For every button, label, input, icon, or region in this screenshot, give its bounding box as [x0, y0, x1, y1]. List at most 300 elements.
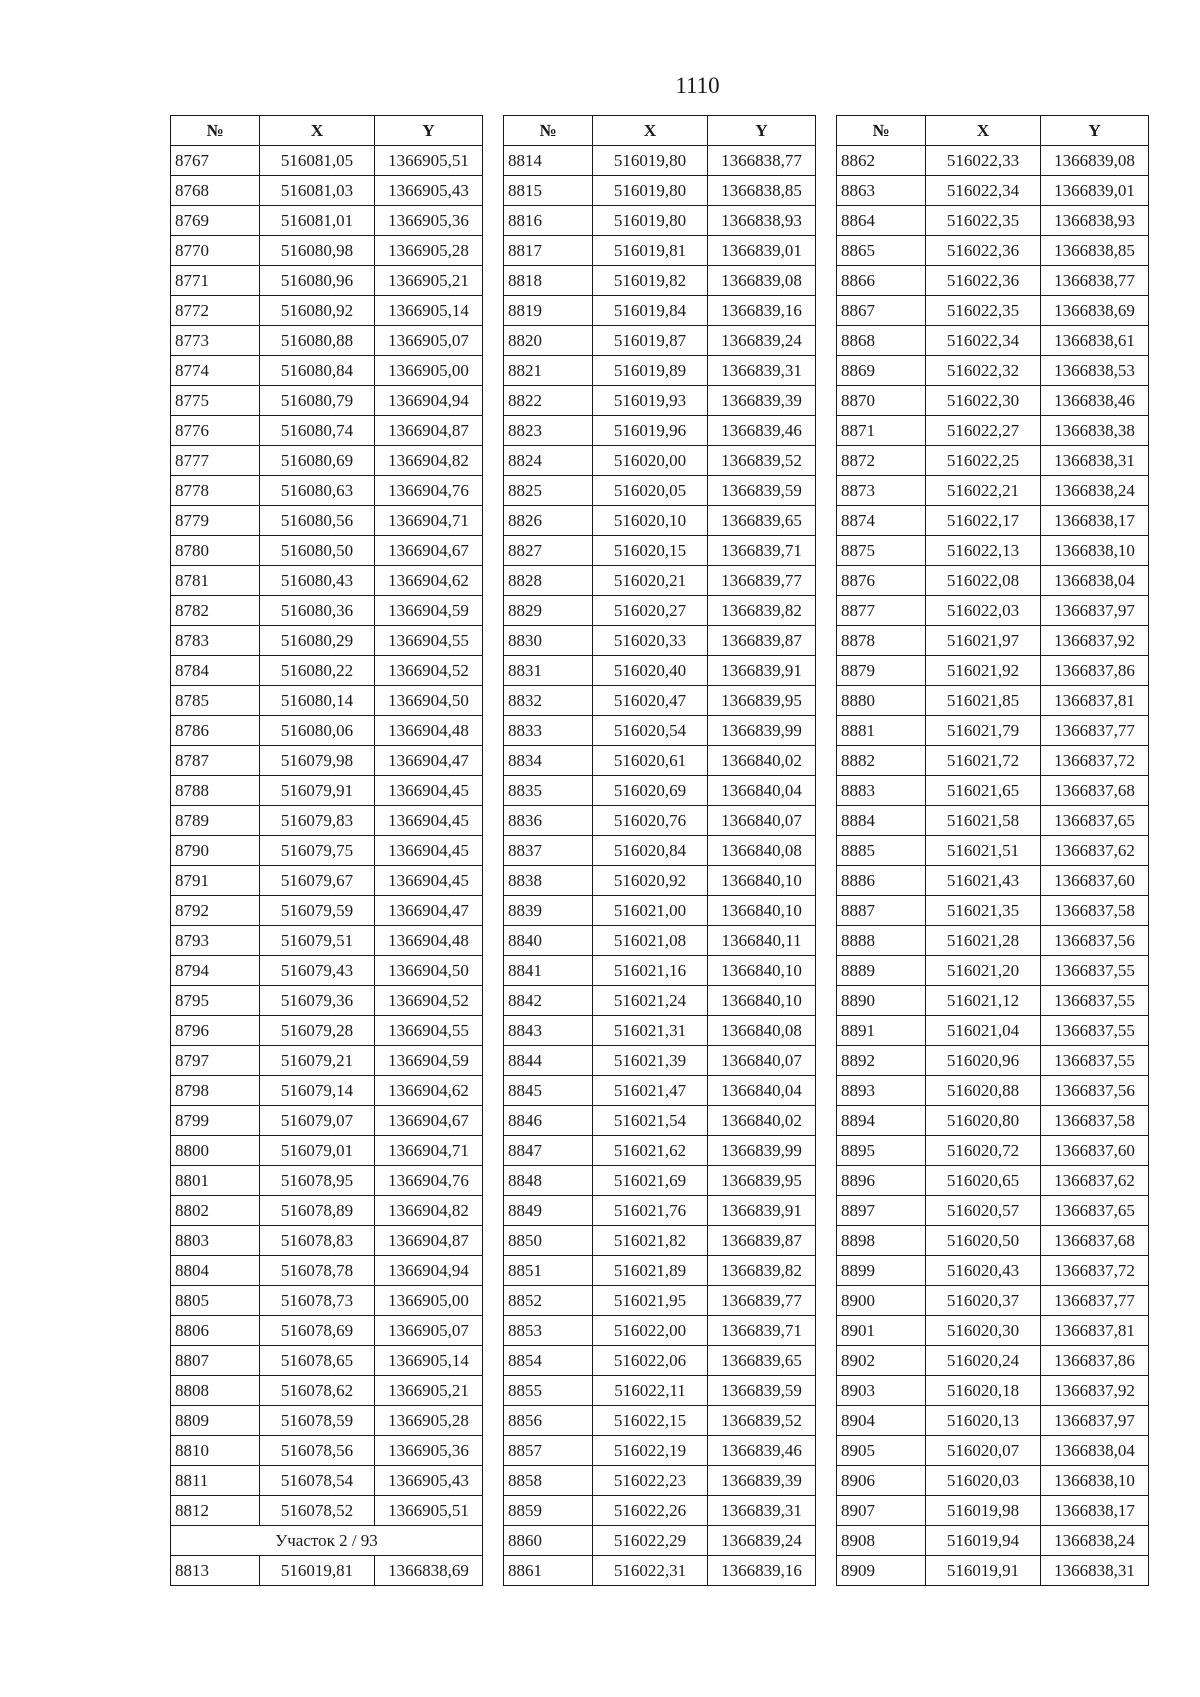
y-coordinate-cell: 1366905,07	[375, 326, 483, 356]
point-number-cell: 8871	[837, 416, 926, 446]
point-number-cell: 8812	[171, 1496, 260, 1526]
table-row	[171, 926, 483, 956]
table-row	[504, 1076, 816, 1106]
point-number-cell: 8814	[504, 146, 593, 176]
table-row	[837, 1286, 1149, 1316]
table-row	[504, 1316, 816, 1346]
x-coordinate-cell: 516079,21	[260, 1046, 375, 1076]
point-number-cell: 8875	[837, 536, 926, 566]
table-row	[504, 926, 816, 956]
point-number-cell: 8880	[837, 686, 926, 716]
table-row	[837, 896, 1149, 926]
y-coordinate-cell: 1366839,71	[708, 536, 816, 566]
x-coordinate-cell: 516079,51	[260, 926, 375, 956]
x-coordinate-cell: 516080,63	[260, 476, 375, 506]
y-coordinate-cell: 1366840,04	[708, 1076, 816, 1106]
point-number-cell: 8801	[171, 1166, 260, 1196]
y-coordinate-cell: 1366905,51	[375, 146, 483, 176]
y-coordinate-cell: 1366904,50	[375, 686, 483, 716]
point-number-cell: 8809	[171, 1406, 260, 1436]
y-coordinate-cell: 1366904,59	[375, 596, 483, 626]
x-coordinate-cell: 516081,01	[260, 206, 375, 236]
table-row	[171, 776, 483, 806]
table-row	[504, 956, 816, 986]
x-coordinate-cell: 516078,73	[260, 1286, 375, 1316]
x-coordinate-cell: 516020,37	[926, 1286, 1041, 1316]
y-coordinate-cell: 1366839,24	[708, 1526, 816, 1556]
table-row	[504, 296, 816, 326]
table-row	[171, 326, 483, 356]
table-row	[171, 1136, 483, 1166]
x-coordinate-cell: 516022,31	[593, 1556, 708, 1586]
table-row	[504, 866, 816, 896]
point-number-cell: 8784	[171, 656, 260, 686]
table-row	[504, 206, 816, 236]
table-row	[171, 176, 483, 206]
table-header-row	[504, 116, 816, 146]
point-number-cell: 8892	[837, 1046, 926, 1076]
coordinates-table-2	[503, 115, 816, 1586]
x-coordinate-cell: 516078,78	[260, 1256, 375, 1286]
x-coordinate-cell: 516019,80	[593, 206, 708, 236]
point-number-cell: 8870	[837, 386, 926, 416]
point-number-cell: 8789	[171, 806, 260, 836]
y-coordinate-cell: 1366905,21	[375, 1376, 483, 1406]
table-row	[837, 1496, 1149, 1526]
point-number-cell: 8837	[504, 836, 593, 866]
x-coordinate-cell: 516080,50	[260, 536, 375, 566]
point-number-cell: 8781	[171, 566, 260, 596]
table-row	[171, 1166, 483, 1196]
point-number-cell: 8838	[504, 866, 593, 896]
y-coordinate-cell: 1366904,82	[375, 446, 483, 476]
point-number-cell: 8805	[171, 1286, 260, 1316]
y-coordinate-cell: 1366905,43	[375, 1466, 483, 1496]
y-coordinate-cell: 1366839,65	[708, 1346, 816, 1376]
point-number-cell: 8802	[171, 1196, 260, 1226]
point-number-cell: 8900	[837, 1286, 926, 1316]
point-number-cell: 8907	[837, 1496, 926, 1526]
x-coordinate-cell: 516021,31	[593, 1016, 708, 1046]
table-row	[837, 296, 1149, 326]
header-x: X	[926, 116, 1041, 146]
x-coordinate-cell: 516020,47	[593, 686, 708, 716]
y-coordinate-cell: 1366838,46	[1041, 386, 1149, 416]
point-number-cell: 8807	[171, 1346, 260, 1376]
y-coordinate-cell: 1366839,71	[708, 1316, 816, 1346]
x-coordinate-cell: 516079,36	[260, 986, 375, 1016]
x-coordinate-cell: 516020,00	[593, 446, 708, 476]
y-coordinate-cell: 1366840,10	[708, 986, 816, 1016]
x-coordinate-cell: 516022,23	[593, 1466, 708, 1496]
x-coordinate-cell: 516079,67	[260, 866, 375, 896]
x-coordinate-cell: 516020,21	[593, 566, 708, 596]
point-number-cell: 8864	[837, 206, 926, 236]
y-coordinate-cell: 1366839,24	[708, 326, 816, 356]
x-coordinate-cell: 516021,76	[593, 1196, 708, 1226]
point-number-cell: 8813	[171, 1556, 260, 1586]
x-coordinate-cell: 516021,39	[593, 1046, 708, 1076]
point-number-cell: 8815	[504, 176, 593, 206]
x-coordinate-cell: 516021,47	[593, 1076, 708, 1106]
y-coordinate-cell: 1366904,55	[375, 1016, 483, 1046]
point-number-cell: 8849	[504, 1196, 593, 1226]
x-coordinate-cell: 516021,54	[593, 1106, 708, 1136]
point-number-cell: 8831	[504, 656, 593, 686]
table-row	[171, 686, 483, 716]
x-coordinate-cell: 516022,03	[926, 596, 1041, 626]
point-number-cell: 8908	[837, 1526, 926, 1556]
y-coordinate-cell: 1366904,94	[375, 1256, 483, 1286]
x-coordinate-cell: 516078,62	[260, 1376, 375, 1406]
x-coordinate-cell: 516080,88	[260, 326, 375, 356]
table-row	[504, 236, 816, 266]
point-number-cell: 8769	[171, 206, 260, 236]
point-number-cell: 8842	[504, 986, 593, 1016]
x-coordinate-cell: 516020,13	[926, 1406, 1041, 1436]
table-row	[504, 806, 816, 836]
table-row	[504, 356, 816, 386]
x-coordinate-cell: 516021,58	[926, 806, 1041, 836]
table-row	[837, 596, 1149, 626]
x-coordinate-cell: 516020,61	[593, 746, 708, 776]
point-number-cell: 8798	[171, 1076, 260, 1106]
table-row	[171, 626, 483, 656]
table-row	[504, 1496, 816, 1526]
y-coordinate-cell: 1366838,85	[708, 176, 816, 206]
point-number-cell: 8845	[504, 1076, 593, 1106]
x-coordinate-cell: 516079,83	[260, 806, 375, 836]
y-coordinate-cell: 1366904,94	[375, 386, 483, 416]
x-coordinate-cell: 516020,18	[926, 1376, 1041, 1406]
x-coordinate-cell: 516078,65	[260, 1346, 375, 1376]
coordinates-table-1	[170, 115, 483, 1586]
table-row	[837, 416, 1149, 446]
point-number-cell: 8779	[171, 506, 260, 536]
y-coordinate-cell: 1366838,77	[1041, 266, 1149, 296]
x-coordinate-cell: 516020,54	[593, 716, 708, 746]
x-coordinate-cell: 516080,06	[260, 716, 375, 746]
y-coordinate-cell: 1366904,82	[375, 1196, 483, 1226]
table-row	[837, 386, 1149, 416]
x-coordinate-cell: 516022,25	[926, 446, 1041, 476]
y-coordinate-cell: 1366904,47	[375, 896, 483, 926]
point-number-cell: 8787	[171, 746, 260, 776]
y-coordinate-cell: 1366838,38	[1041, 416, 1149, 446]
table-row	[504, 566, 816, 596]
table-row	[837, 1016, 1149, 1046]
header-y: Y	[1041, 116, 1149, 146]
x-coordinate-cell: 516021,92	[926, 656, 1041, 686]
point-number-cell: 8840	[504, 926, 593, 956]
x-coordinate-cell: 516022,36	[926, 266, 1041, 296]
x-coordinate-cell: 516019,82	[593, 266, 708, 296]
x-coordinate-cell: 516078,89	[260, 1196, 375, 1226]
x-coordinate-cell: 516022,35	[926, 296, 1041, 326]
table-row	[837, 446, 1149, 476]
x-coordinate-cell: 516019,89	[593, 356, 708, 386]
table-row	[171, 566, 483, 596]
x-coordinate-cell: 516019,96	[593, 416, 708, 446]
point-number-cell: 8853	[504, 1316, 593, 1346]
x-coordinate-cell: 516080,69	[260, 446, 375, 476]
point-number-cell: 8790	[171, 836, 260, 866]
table-row	[171, 866, 483, 896]
x-coordinate-cell: 516078,69	[260, 1316, 375, 1346]
table-row	[171, 266, 483, 296]
x-coordinate-cell: 516020,40	[593, 656, 708, 686]
y-coordinate-cell: 1366904,76	[375, 1166, 483, 1196]
point-number-cell: 8808	[171, 1376, 260, 1406]
x-coordinate-cell: 516022,26	[593, 1496, 708, 1526]
page-number: 1110	[675, 73, 720, 98]
x-coordinate-cell: 516021,20	[926, 956, 1041, 986]
point-number-cell: 8874	[837, 506, 926, 536]
table-row	[171, 1256, 483, 1286]
y-coordinate-cell: 1366905,28	[375, 236, 483, 266]
y-coordinate-cell: 1366904,62	[375, 566, 483, 596]
y-coordinate-cell: 1366839,16	[708, 1556, 816, 1586]
x-coordinate-cell: 516021,95	[593, 1286, 708, 1316]
y-coordinate-cell: 1366838,17	[1041, 1496, 1149, 1526]
x-coordinate-cell: 516020,10	[593, 506, 708, 536]
y-coordinate-cell: 1366839,87	[708, 626, 816, 656]
point-number-cell: 8772	[171, 296, 260, 326]
x-coordinate-cell: 516080,56	[260, 506, 375, 536]
x-coordinate-cell: 516021,79	[926, 716, 1041, 746]
table-row	[504, 536, 816, 566]
x-coordinate-cell: 516022,34	[926, 176, 1041, 206]
table-row	[171, 656, 483, 686]
header-y: Y	[708, 116, 816, 146]
point-number-cell: 8841	[504, 956, 593, 986]
point-number-cell: 8848	[504, 1166, 593, 1196]
table-row	[837, 776, 1149, 806]
x-coordinate-cell: 516022,00	[593, 1316, 708, 1346]
table-row	[837, 956, 1149, 986]
y-coordinate-cell: 1366837,55	[1041, 956, 1149, 986]
y-coordinate-cell: 1366837,65	[1041, 1196, 1149, 1226]
table-row	[837, 806, 1149, 836]
table-row	[504, 836, 816, 866]
point-number-cell: 8818	[504, 266, 593, 296]
table-row	[171, 386, 483, 416]
table-row	[171, 1316, 483, 1346]
table-row	[504, 716, 816, 746]
y-coordinate-cell: 1366838,69	[1041, 296, 1149, 326]
y-coordinate-cell: 1366904,45	[375, 836, 483, 866]
x-coordinate-cell: 516019,91	[926, 1556, 1041, 1586]
table-row	[171, 956, 483, 986]
table-row	[171, 896, 483, 926]
y-coordinate-cell: 1366904,76	[375, 476, 483, 506]
table-row	[171, 296, 483, 326]
point-number-cell: 8851	[504, 1256, 593, 1286]
x-coordinate-cell: 516022,17	[926, 506, 1041, 536]
point-number-cell: 8896	[837, 1166, 926, 1196]
x-coordinate-cell: 516021,69	[593, 1166, 708, 1196]
table-row	[171, 1046, 483, 1076]
y-coordinate-cell: 1366837,68	[1041, 1226, 1149, 1256]
point-number-cell: 8778	[171, 476, 260, 506]
y-coordinate-cell: 1366838,53	[1041, 356, 1149, 386]
point-number-cell: 8862	[837, 146, 926, 176]
y-coordinate-cell: 1366838,31	[1041, 446, 1149, 476]
point-number-cell: 8885	[837, 836, 926, 866]
point-number-cell: 8889	[837, 956, 926, 986]
table-row	[171, 986, 483, 1016]
point-number-cell: 8800	[171, 1136, 260, 1166]
table-row	[504, 266, 816, 296]
x-coordinate-cell: 516022,36	[926, 236, 1041, 266]
x-coordinate-cell: 516022,06	[593, 1346, 708, 1376]
x-coordinate-cell: 516021,82	[593, 1226, 708, 1256]
table-row	[837, 836, 1149, 866]
y-coordinate-cell: 1366840,11	[708, 926, 816, 956]
x-coordinate-cell: 516020,07	[926, 1436, 1041, 1466]
y-coordinate-cell: 1366905,14	[375, 296, 483, 326]
point-number-cell: 8877	[837, 596, 926, 626]
x-coordinate-cell: 516079,14	[260, 1076, 375, 1106]
table-row	[171, 1106, 483, 1136]
point-number-cell: 8884	[837, 806, 926, 836]
section-label: Участок 2 / 93	[171, 1526, 483, 1556]
y-coordinate-cell: 1366840,10	[708, 956, 816, 986]
y-coordinate-cell: 1366837,92	[1041, 626, 1149, 656]
point-number-cell: 8847	[504, 1136, 593, 1166]
y-coordinate-cell: 1366837,55	[1041, 1016, 1149, 1046]
x-coordinate-cell: 516079,28	[260, 1016, 375, 1046]
x-coordinate-cell: 516020,30	[926, 1316, 1041, 1346]
point-number-cell: 8795	[171, 986, 260, 1016]
x-coordinate-cell: 516020,80	[926, 1106, 1041, 1136]
table-row	[171, 836, 483, 866]
y-coordinate-cell: 1366837,86	[1041, 656, 1149, 686]
point-number-cell: 8820	[504, 326, 593, 356]
table-row	[171, 506, 483, 536]
y-coordinate-cell: 1366839,95	[708, 1166, 816, 1196]
table-row	[837, 146, 1149, 176]
point-number-cell: 8785	[171, 686, 260, 716]
point-number-cell: 8806	[171, 1316, 260, 1346]
table-row	[504, 1376, 816, 1406]
x-coordinate-cell: 516020,76	[593, 806, 708, 836]
y-coordinate-cell: 1366838,10	[1041, 536, 1149, 566]
table-row	[171, 1076, 483, 1106]
y-coordinate-cell: 1366904,59	[375, 1046, 483, 1076]
x-coordinate-cell: 516019,80	[593, 176, 708, 206]
table-row	[837, 566, 1149, 596]
point-number-cell: 8774	[171, 356, 260, 386]
header-number: №	[837, 116, 926, 146]
table-row	[837, 746, 1149, 776]
table-row	[171, 1406, 483, 1436]
table-row	[171, 536, 483, 566]
point-number-cell: 8788	[171, 776, 260, 806]
point-number-cell: 8839	[504, 896, 593, 926]
table-row	[171, 476, 483, 506]
table-row	[837, 1076, 1149, 1106]
x-coordinate-cell: 516021,43	[926, 866, 1041, 896]
point-number-cell: 8887	[837, 896, 926, 926]
y-coordinate-cell: 1366904,45	[375, 806, 483, 836]
table-row	[837, 476, 1149, 506]
y-coordinate-cell: 1366839,01	[1041, 176, 1149, 206]
point-number-cell: 8799	[171, 1106, 260, 1136]
point-number-cell: 8909	[837, 1556, 926, 1586]
point-number-cell: 8846	[504, 1106, 593, 1136]
point-number-cell: 8886	[837, 866, 926, 896]
table-row	[504, 1436, 816, 1466]
point-number-cell: 8786	[171, 716, 260, 746]
table-row	[837, 356, 1149, 386]
x-coordinate-cell: 516020,57	[926, 1196, 1041, 1226]
x-coordinate-cell: 516021,08	[593, 926, 708, 956]
table-row	[171, 356, 483, 386]
table-row	[837, 326, 1149, 356]
header-x: X	[260, 116, 375, 146]
point-number-cell: 8866	[837, 266, 926, 296]
point-number-cell: 8817	[504, 236, 593, 266]
point-number-cell: 8825	[504, 476, 593, 506]
table-row	[837, 1226, 1149, 1256]
point-number-cell: 8827	[504, 536, 593, 566]
y-coordinate-cell: 1366839,08	[1041, 146, 1149, 176]
table-row	[837, 986, 1149, 1016]
point-number-cell: 8895	[837, 1136, 926, 1166]
point-number-cell: 8833	[504, 716, 593, 746]
point-number-cell: 8878	[837, 626, 926, 656]
table-row	[504, 386, 816, 416]
y-coordinate-cell: 1366904,62	[375, 1076, 483, 1106]
point-number-cell: 8850	[504, 1226, 593, 1256]
y-coordinate-cell: 1366837,86	[1041, 1346, 1149, 1376]
x-coordinate-cell: 516079,43	[260, 956, 375, 986]
table-row	[171, 446, 483, 476]
y-coordinate-cell: 1366838,17	[1041, 506, 1149, 536]
y-coordinate-cell: 1366904,47	[375, 746, 483, 776]
table-row	[504, 416, 816, 446]
table-row	[837, 656, 1149, 686]
table-row	[837, 506, 1149, 536]
point-number-cell: 8904	[837, 1406, 926, 1436]
x-coordinate-cell: 516080,92	[260, 296, 375, 326]
y-coordinate-cell: 1366840,08	[708, 1016, 816, 1046]
y-coordinate-cell: 1366904,45	[375, 776, 483, 806]
y-coordinate-cell: 1366837,60	[1041, 1136, 1149, 1166]
y-coordinate-cell: 1366839,91	[708, 656, 816, 686]
y-coordinate-cell: 1366840,02	[708, 746, 816, 776]
point-number-cell: 8773	[171, 326, 260, 356]
table-header-row	[171, 116, 483, 146]
table-row	[504, 1406, 816, 1436]
point-number-cell: 8797	[171, 1046, 260, 1076]
x-coordinate-cell: 516019,84	[593, 296, 708, 326]
point-number-cell: 8891	[837, 1016, 926, 1046]
y-coordinate-cell: 1366839,87	[708, 1226, 816, 1256]
y-coordinate-cell: 1366905,21	[375, 266, 483, 296]
table-row	[504, 986, 816, 1016]
y-coordinate-cell: 1366839,95	[708, 686, 816, 716]
point-number-cell: 8873	[837, 476, 926, 506]
table-header-row	[837, 116, 1149, 146]
table-row	[504, 1286, 816, 1316]
table-row	[504, 1196, 816, 1226]
y-coordinate-cell: 1366839,39	[708, 1466, 816, 1496]
table-row	[504, 1466, 816, 1496]
point-number-cell: 8843	[504, 1016, 593, 1046]
table-row	[504, 656, 816, 686]
